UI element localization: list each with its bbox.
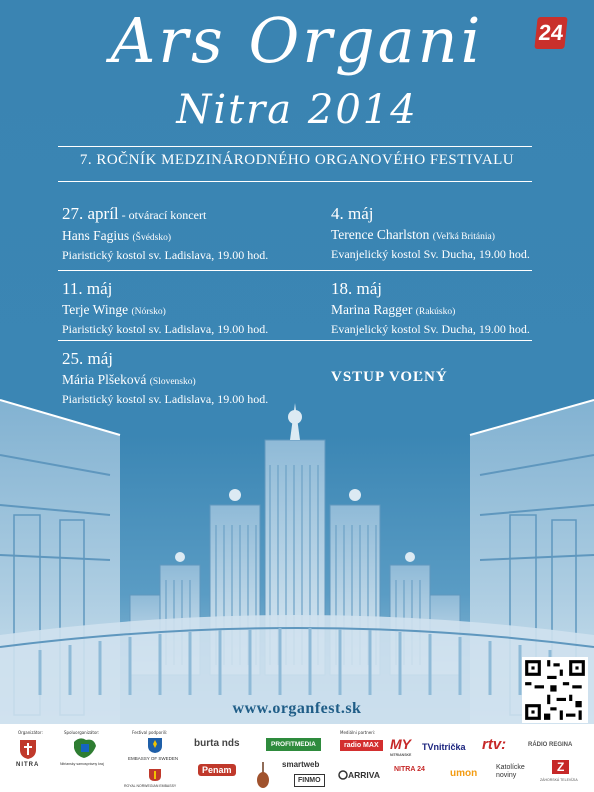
divider-row-2 — [58, 340, 532, 341]
smartweb-logo: smartweb — [282, 760, 320, 769]
sponsor-footer — [0, 724, 594, 792]
event-date: 18. máj — [331, 279, 382, 298]
event-country: (Slovensko) — [149, 377, 196, 387]
event-venue: Piaristický kostol sv. Ladislava, 19.00 hod. — [62, 392, 269, 406]
embassy-sweden-logo: EMBASSY OF SWEDEN — [128, 756, 179, 761]
event-date: 11. máj — [62, 279, 113, 298]
organ-illustration — [0, 395, 594, 735]
event-2 — [331, 204, 530, 262]
nitra-coat-of-arms-icon — [18, 738, 38, 760]
nitra24-logo: NITRA 24 — [394, 766, 425, 773]
organizer-label: Organizátor: — [18, 730, 43, 735]
support-label: Festival podporili: — [132, 730, 168, 735]
rtv-logo: rtv: — [482, 736, 507, 753]
event-country: (Švédsko) — [132, 233, 172, 243]
radio-regina-logo: RÁDIO REGINA — [528, 742, 573, 748]
radiomax-logo: radio MAX — [340, 740, 383, 751]
divider-row-1 — [58, 270, 532, 271]
z-sub-logo: ZÁHORSKÁ TELEVÍZIA — [540, 778, 578, 782]
media-label: Mediálni partneri: — [340, 730, 376, 735]
my-sub-logo: NITRIANSKE — [390, 753, 412, 757]
free-entry-notice: VSTUP VOĽNÝ — [331, 369, 448, 385]
event-venue: Piaristický kostol sv. Ladislava, 19.00 hod. — [62, 248, 269, 262]
arriva-logo: ARRIVA — [348, 770, 380, 780]
event-date: 25. máj — [62, 349, 113, 368]
region-logo-icon — [72, 736, 98, 760]
event-note: - otvárací koncert — [118, 208, 207, 222]
arriva-icon — [338, 770, 348, 780]
sweden-crest-icon — [146, 736, 164, 754]
event-venue: Evanjelický kostol Sv. Ducha, 19.00 hod. — [331, 247, 530, 261]
festival-city-year: Nitra 2014 — [176, 87, 418, 133]
event-performer: Marina Ragger — [331, 302, 413, 317]
event-country: (Rakúsko) — [415, 307, 456, 317]
festival-title: Ars Organi — [110, 4, 484, 77]
finmo-logo: FINMO — [294, 774, 325, 787]
my-logo: MY — [390, 736, 411, 752]
divider-top — [58, 146, 532, 147]
website-link[interactable]: www.organfest.sk — [232, 700, 362, 717]
event-date: 27. apríl — [62, 204, 119, 223]
penam-logo: Penam — [198, 764, 236, 776]
z-logo: Z — [552, 760, 569, 774]
norway-crest-icon — [148, 768, 162, 782]
umenie-logo: umon — [450, 768, 478, 779]
event-performer: Mária Plšeková — [62, 372, 147, 387]
event-performer: Terence Charlston — [331, 227, 430, 242]
event-country: (Nórsko) — [131, 307, 166, 317]
event-venue: Evanjelický kostol Sv. Ducha, 19.00 hod. — [331, 322, 530, 336]
violin-icon — [252, 760, 274, 790]
divider-subtitle-bottom — [58, 181, 532, 182]
event-1 — [62, 204, 268, 263]
nitra-logo: NITRA — [16, 762, 40, 768]
badge-24-logo[interactable]: 24 — [534, 17, 567, 49]
coorganizer-label: Spoluorganizátor: — [64, 730, 100, 735]
event-date: 4. máj — [331, 204, 374, 223]
festival-edition: 7. ROČNÍK MEDZINÁRODNÉHO ORGANOVÉHO FESTIVALU — [79, 152, 515, 168]
katolicke-noviny-logo: Katolícke noviny — [496, 764, 525, 779]
tvnitricka-logo: TVnitrička — [422, 742, 466, 752]
region-logo: Nitriansky samosprávny kraj — [60, 762, 104, 766]
royal-norwegian-embassy-logo: ROYAL NORWEGIAN EMBASSY — [124, 784, 177, 788]
qr-code-icon[interactable] — [522, 657, 588, 723]
profitmedia-logo: PROFITMEDIA — [266, 738, 321, 751]
event-venue: Piaristický kostol sv. Ladislava, 19.00 hod. — [62, 322, 269, 336]
event-performer: Terje Winge — [62, 302, 129, 317]
event-4 — [331, 279, 530, 337]
burta-logo: burta nds — [194, 738, 240, 749]
event-3 — [62, 279, 268, 337]
event-performer: Hans Fagius — [62, 228, 130, 243]
event-country: (Veľká Británia) — [432, 232, 495, 242]
